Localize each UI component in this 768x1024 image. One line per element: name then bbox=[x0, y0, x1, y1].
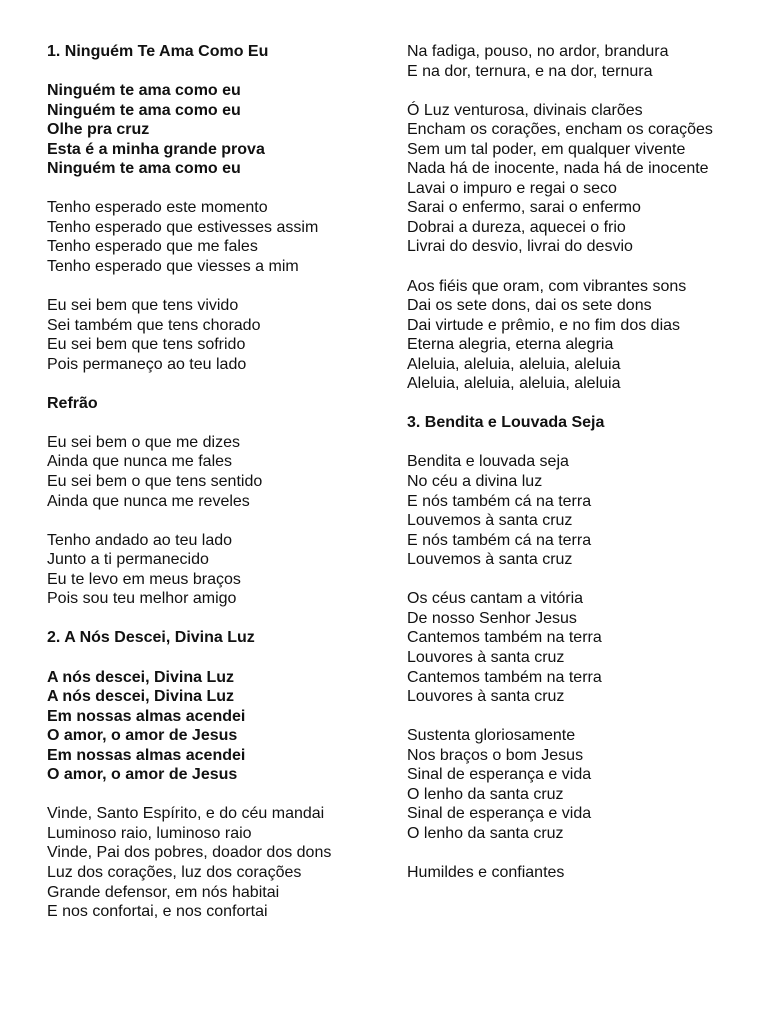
lyric-line: Olhe pra cruz bbox=[47, 121, 150, 139]
lyric-line: O amor, o amor de Jesus bbox=[47, 766, 238, 784]
lyric-line: Vinde, Pai dos pobres, doador dos dons bbox=[47, 844, 332, 862]
stanza-gap bbox=[47, 179, 367, 199]
lyric-line: Sem um tal poder, em qualquer vivente bbox=[407, 140, 686, 158]
lyric-line: Livrai do desvio, livrai do desvio bbox=[407, 238, 633, 256]
song-heading: 2. A Nós Descei, Divina Luz bbox=[47, 629, 255, 647]
lyric-line: Tenho esperado que viesses a mim bbox=[47, 258, 299, 276]
lyric-line: Eu sei bem que tens sofrido bbox=[47, 336, 246, 354]
left-column bbox=[47, 42, 367, 922]
stanza-gap bbox=[407, 707, 721, 727]
stanza-gap bbox=[47, 62, 367, 82]
stanza-gap bbox=[47, 785, 367, 805]
lyric-line: Eu te levo em meus braços bbox=[47, 570, 241, 588]
lyric-line: Louvores à santa cruz bbox=[407, 648, 565, 666]
lyric-line: Louvemos à santa cruz bbox=[407, 512, 573, 530]
stanza-gap bbox=[407, 394, 721, 414]
lyric-line: Cantemos também na terra bbox=[407, 629, 602, 647]
lyric-line: A nós descei, Divina Luz bbox=[47, 668, 235, 686]
lyric-line: Tenho andado ao teu lado bbox=[47, 531, 233, 549]
lyric-line: No céu a divina luz bbox=[407, 473, 543, 491]
lyric-line: Os céus cantam a vitória bbox=[407, 590, 584, 608]
lyric-line: O lenho da santa cruz bbox=[407, 824, 564, 842]
lyric-line: Ninguém te ama como eu bbox=[47, 101, 241, 119]
lyric-line: Cantemos também na terra bbox=[407, 668, 602, 686]
lyric-line: Aleluia, aleluia, aleluia, aleluia bbox=[407, 375, 621, 393]
lyric-line: Luz dos corações, luz dos corações bbox=[47, 863, 302, 881]
lyric-line: E nós também cá na terra bbox=[407, 531, 592, 549]
lyric-line: Encham os corações, encham os corações bbox=[407, 121, 713, 139]
right-column bbox=[407, 42, 721, 883]
song-heading: Refrão bbox=[47, 394, 98, 412]
stanza-gap bbox=[407, 81, 721, 101]
lyric-line: Tenho esperado este momento bbox=[47, 199, 268, 217]
lyric-line: De nosso Senhor Jesus bbox=[407, 609, 577, 627]
lyric-line: Nos braços o bom Jesus bbox=[407, 746, 584, 764]
lyric-line: Na fadiga, pouso, no ardor, brandura bbox=[407, 43, 669, 60]
lyric-line: Grande defensor, em nós habitai bbox=[47, 883, 280, 901]
lyric-line: Dai os sete dons, dai os sete dons bbox=[407, 297, 652, 315]
lyric-line: Sarai o enfermo, sarai o enfermo bbox=[407, 199, 641, 217]
lyric-line: Luminoso raio, luminoso raio bbox=[47, 824, 252, 842]
lyric-line: Aleluia, aleluia, aleluia, aleluia bbox=[407, 355, 621, 373]
lyric-line: Humildes e confiantes bbox=[407, 863, 565, 881]
stanza-gap bbox=[407, 570, 721, 590]
stanza-gap bbox=[47, 609, 367, 629]
lyric-line: Em nossas almas acendei bbox=[47, 707, 246, 725]
stanza-gap bbox=[47, 511, 367, 531]
lyric-line: Eu sei bem o que tens sentido bbox=[47, 473, 263, 491]
lyric-line: Pois sou teu melhor amigo bbox=[47, 590, 237, 608]
lyric-line: Tenho esperado que estivesses assim bbox=[47, 218, 319, 236]
lyric-line: Lavai o impuro e regai o seco bbox=[407, 179, 617, 197]
lyric-line: Eterna alegria, eterna alegria bbox=[407, 336, 614, 354]
lyric-line: Louvemos à santa cruz bbox=[407, 551, 573, 569]
lyric-line: O lenho da santa cruz bbox=[407, 785, 564, 803]
lyric-line: Pois permaneço ao teu lado bbox=[47, 355, 247, 373]
lyric-line: Vinde, Santo Espírito, e do céu mandai bbox=[47, 805, 325, 823]
lyric-line: Ninguém te ama como eu bbox=[47, 160, 241, 178]
lyric-line: Junto a ti permanecido bbox=[47, 551, 209, 569]
lyric-line: Sinal de esperança e vida bbox=[407, 805, 592, 823]
stanza-gap bbox=[407, 843, 721, 863]
lyric-line: Aos fiéis que oram, com vibrantes sons bbox=[407, 277, 687, 295]
lyric-line: Sei também que tens chorado bbox=[47, 316, 261, 334]
lyric-line: Bendita e louvada seja bbox=[407, 453, 569, 471]
lyric-line: Em nossas almas acendei bbox=[47, 746, 246, 764]
lyric-line: Nada há de inocente, nada há de inocente bbox=[407, 160, 709, 178]
lyric-line: Sustenta gloriosamente bbox=[407, 727, 576, 745]
stanza-gap bbox=[47, 374, 367, 394]
lyric-line: Ainda que nunca me fales bbox=[47, 453, 233, 471]
lyric-line: Sinal de esperança e vida bbox=[407, 766, 592, 784]
stanza-gap bbox=[407, 433, 721, 453]
lyric-line: Eu sei bem que tens vivido bbox=[47, 297, 239, 315]
lyric-line: Dai virtude e prêmio, e no fim dos dias bbox=[407, 316, 681, 334]
lyric-line: Tenho esperado que me fales bbox=[47, 238, 258, 256]
lyric-line: Ninguém te ama como eu bbox=[47, 82, 241, 100]
stanza-gap bbox=[407, 257, 721, 277]
lyric-line: Esta é a minha grande prova bbox=[47, 140, 265, 158]
song-heading: 1. Ninguém Te Ama Como Eu bbox=[47, 43, 269, 60]
lyric-line: Eu sei bem o que me dizes bbox=[47, 433, 240, 451]
lyric-line: Ainda que nunca me reveles bbox=[47, 492, 250, 510]
lyric-line: O amor, o amor de Jesus bbox=[47, 727, 238, 745]
stanza-gap bbox=[47, 648, 367, 668]
lyric-line: Dobrai a dureza, aquecei o frio bbox=[407, 218, 626, 236]
lyric-line: E nos confortai, e nos confortai bbox=[47, 903, 268, 921]
stanza-gap bbox=[47, 413, 367, 433]
lyric-line: Ó Luz venturosa, divinais clarões bbox=[407, 101, 643, 119]
lyric-line: Louvores à santa cruz bbox=[407, 688, 565, 706]
stanza-gap bbox=[47, 277, 367, 297]
lyric-line: E na dor, ternura, e na dor, ternura bbox=[407, 62, 653, 80]
song-heading: 3. Bendita e Louvada Seja bbox=[407, 414, 605, 432]
lyric-line: A nós descei, Divina Luz bbox=[47, 688, 235, 706]
lyric-line: E nós também cá na terra bbox=[407, 492, 592, 510]
